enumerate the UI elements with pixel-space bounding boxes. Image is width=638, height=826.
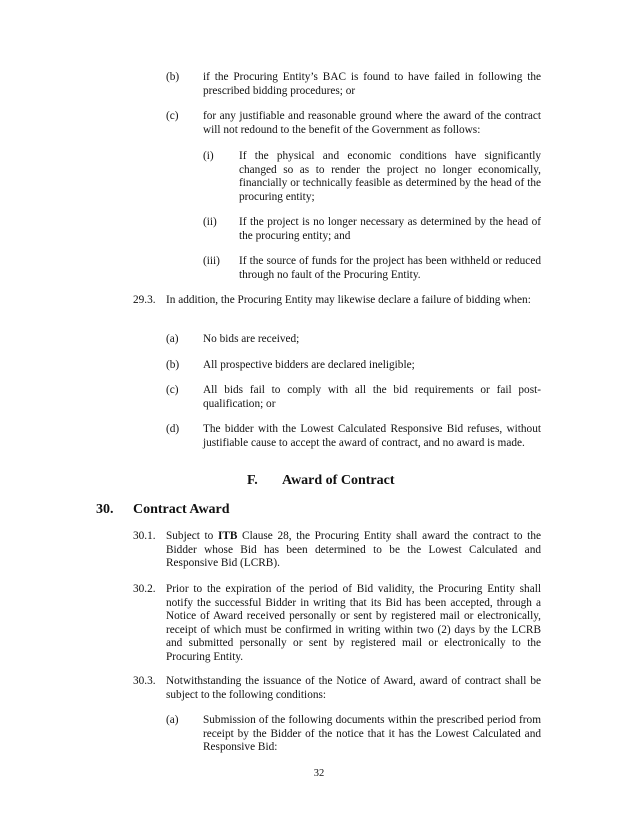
- item-text: All bids fail to comply with all the bid requirements or fail post-qualification; or: [203, 384, 541, 410]
- section-letter: F.: [247, 473, 258, 488]
- item-text: if the Procuring Entity’s BAC is found to have failed in following the prescribed bidding procedures; or: [203, 71, 541, 97]
- item-label: (a): [166, 333, 179, 345]
- clause-number: 30.3.: [133, 675, 156, 687]
- page-number: 32: [313, 768, 325, 779]
- section-title: Award of Contract: [282, 473, 395, 488]
- clause-text: Subject to ITB Clause 28, the Procuring Entity shall award the contract to the Bidder whose Bid has been determined to be the Lowest Calculated and Responsive Bid (LCRB).: [166, 530, 541, 570]
- subitem-text: If the project is no longer necessary as determined by the head of the procuring entity; and: [239, 216, 541, 242]
- itb-reference: ITB: [217, 530, 238, 542]
- item-label: (a): [166, 714, 179, 726]
- clause-number: 30.2.: [133, 583, 156, 595]
- item-label: (d): [166, 423, 180, 435]
- clause-number: 29.3.: [133, 294, 156, 306]
- clause-number: 30.1.: [133, 530, 156, 542]
- article-number: 30.: [96, 502, 114, 517]
- item-text: The bidder with the Lowest Calculated Responsive Bid refuses, without justifiable cause to accept the award of contract, and no award is made.: [203, 423, 541, 449]
- item-text: for any justifiable and reasonable ground where the award of the contract will not redound to the benefit of the Government as follows:: [203, 110, 541, 136]
- subitem-text: If the physical and economic conditions have significantly changed so as to render the project no longer economically, financially or technically feasible as determined by the head of the procuring entity;: [239, 150, 541, 203]
- subitem-label: (ii): [203, 216, 217, 228]
- item-text: Submission of the following documents within the prescribed period from receipt by the Bidder of the notice that it has the Lowest Calculated and Responsive Bid:: [203, 714, 541, 754]
- item-label: (c): [166, 384, 179, 396]
- item-label: (b): [166, 71, 180, 83]
- item-label: (c): [166, 110, 179, 122]
- article-title: Contract Award: [133, 502, 230, 517]
- clause-text: Prior to the expiration of the period of Bid validity, the Procuring Entity shall notify the successful Bidder in writing that its Bid has been accepted, through a Notice of Award received personally or sent by registered mail or electronically, receipt of which must be confirmed in writing within two (2) days by the LCRB and submitted personally or sent by registered mail or electronically to the Procuring Entity.: [166, 583, 541, 663]
- clause-text: In addition, the Procuring Entity may likewise declare a failure of bidding when:: [166, 294, 531, 306]
- item-text: No bids are received;: [203, 333, 300, 345]
- item-text: All prospective bidders are declared ineligible;: [203, 359, 415, 371]
- subitem-label: (iii): [203, 255, 220, 267]
- subitem-label: (i): [203, 150, 214, 162]
- item-label: (b): [166, 359, 180, 371]
- subitem-text: If the source of funds for the project has been withheld or reduced through no fault of the Procuring Entity.: [239, 255, 541, 281]
- clause-text: Notwithstanding the issuance of the Notice of Award, award of contract shall be subject to the following conditions:: [166, 675, 541, 701]
